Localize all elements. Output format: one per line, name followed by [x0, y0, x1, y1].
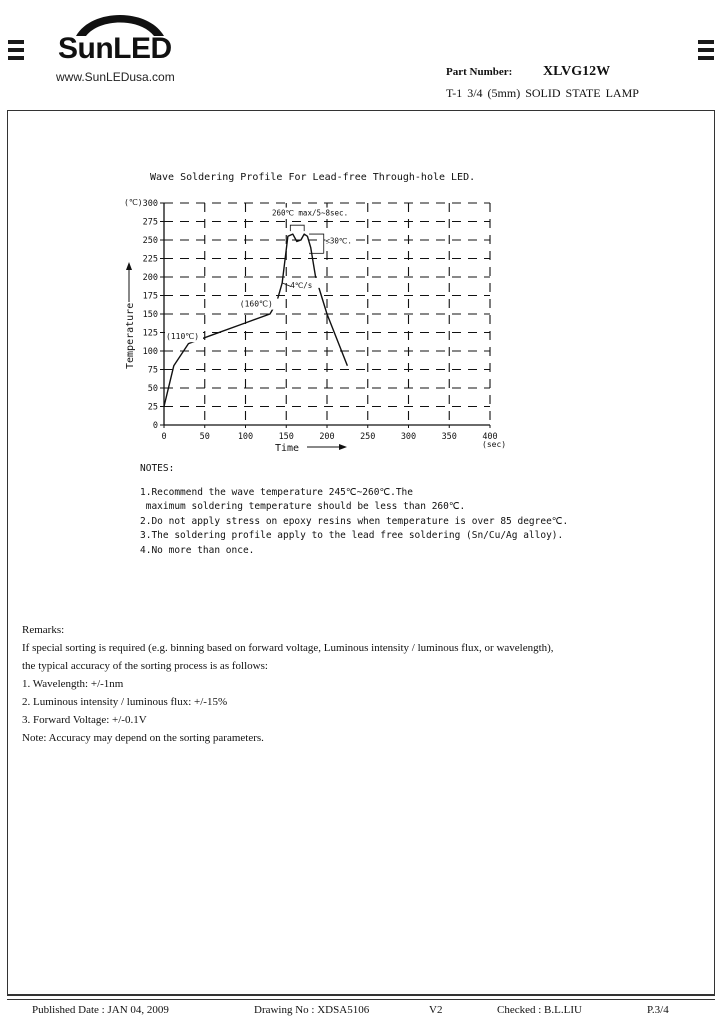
- note-line: 3.The soldering profile apply to the lead free soldering (Sn/Cu/Ag alloy).: [140, 530, 564, 541]
- menu-icon-right[interactable]: [698, 40, 714, 62]
- x-tick-label: 300: [400, 432, 417, 442]
- part-description: T-1 3/4 (5mm) SOLID STATE LAMP: [446, 86, 639, 100]
- y-tick-label: 125: [142, 328, 158, 339]
- published-date: Published Date : JAN 04, 2009: [32, 1004, 169, 1016]
- x-tick-label: 50: [199, 432, 210, 442]
- remark-line: 3. Forward Voltage: +/-0.1V: [22, 714, 147, 726]
- annotation-preheat-start: (110℃): [166, 332, 200, 342]
- remark-line: 1. Wavelength: +/-1nm: [22, 678, 124, 690]
- chart-title: Wave Soldering Profile For Lead-free Through-hole LED.: [150, 172, 476, 183]
- notes-section: [140, 462, 568, 558]
- x-axis-arrow-head: [339, 444, 347, 450]
- note-line: 1.Recommend the wave temperature 245℃~260℃.The: [140, 486, 413, 498]
- page-number: P.3/4: [647, 1004, 669, 1016]
- annotation-peak-bracket: [290, 225, 304, 231]
- soldering-profile-chart: [115, 190, 515, 460]
- remark-line: 2. Luminous intensity / luminous flux: +/-15%: [22, 696, 228, 708]
- y-tick-label: 225: [142, 254, 158, 265]
- y-tick-label: 75: [147, 365, 158, 376]
- annotation-rate: 4℃/s: [290, 281, 313, 291]
- y-tick-label: 0: [152, 421, 158, 431]
- y-tick-label: 150: [142, 310, 158, 320]
- logo-url[interactable]: www.SunLEDusa.com: [56, 70, 175, 84]
- y-axis-arrow-head: [126, 262, 132, 270]
- profile-line: [164, 234, 347, 406]
- y-tick-label: 100: [142, 347, 158, 357]
- remarks-section: [22, 621, 554, 747]
- x-tick-label: 0: [161, 432, 167, 442]
- x-tick-label: 100: [237, 432, 254, 442]
- y-unit-label: (℃): [124, 198, 143, 207]
- x-tick-label: 150: [278, 432, 294, 442]
- y-tick-label: 200: [142, 273, 158, 283]
- x-tick-label: 250: [360, 432, 376, 442]
- y-tick-label: 275: [142, 217, 158, 228]
- note-line: 4.No more than once.: [140, 544, 255, 556]
- note-line: maximum soldering temperature should be less than 260℃.: [140, 501, 466, 512]
- x-tick-label: 400: [482, 432, 498, 442]
- annotation-preheat-end: (160℃): [239, 299, 273, 309]
- annotation-delta: <30℃.: [325, 236, 352, 246]
- remark-line: the typical accuracy of the sorting process is as follows:: [22, 660, 268, 672]
- remark-line: If special sorting is required (e.g. binning based on forward voltage, Luminous intensity / luminous flux, or wavelength),: [22, 642, 554, 654]
- annotation-peak: 260℃ max/5~8sec.: [271, 208, 349, 218]
- drawing-number: Drawing No : XDSA5106: [254, 1004, 370, 1016]
- x-tick-label: 200: [319, 432, 335, 442]
- x-tick-label: 350: [441, 432, 457, 442]
- part-number: XLVG12W: [543, 64, 611, 79]
- version: V2: [429, 1004, 443, 1016]
- y-tick-label: 50: [147, 384, 158, 394]
- footer-divider: [7, 999, 715, 1000]
- y-tick-label: 175: [142, 291, 158, 302]
- y-tick-label: 25: [147, 402, 158, 413]
- logo-text: SunLED: [58, 32, 172, 65]
- y-axis-label: Temperature: [125, 302, 136, 369]
- y-tick-label: 250: [142, 236, 158, 246]
- remark-line: Note: Accuracy may depend on the sorting parameters.: [22, 732, 264, 744]
- x-unit-label: (sec): [482, 440, 507, 449]
- checked-by: Checked : B.L.LIU: [497, 1004, 582, 1016]
- notes-heading: NOTES:: [140, 463, 175, 474]
- x-axis-label: Time: [275, 443, 300, 454]
- footer-divider: [7, 995, 715, 996]
- menu-icon-left[interactable]: [8, 40, 24, 62]
- y-tick-label: 300: [142, 199, 158, 209]
- note-line: 2.Do not apply stress on epoxy resins when temperature is over 85 degree℃.: [140, 515, 569, 527]
- remarks-heading: Remarks:: [22, 624, 65, 636]
- part-number-label: Part Number:: [446, 66, 513, 78]
